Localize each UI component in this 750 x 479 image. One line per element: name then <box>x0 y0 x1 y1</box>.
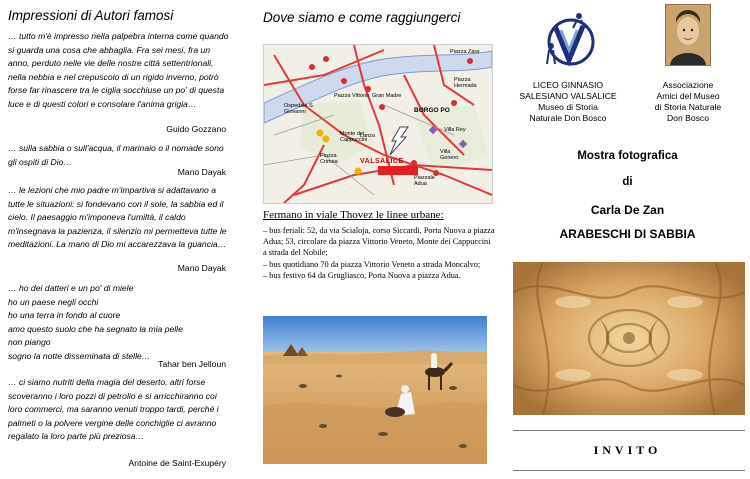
event-type: Mostra fotografica <box>577 150 678 162</box>
sand-arabesque-image <box>513 262 745 415</box>
map-label-piazza-vittorio: Piazza Vittorio <box>334 93 370 99</box>
don-bosco-portrait <box>665 4 711 66</box>
quotes-title: Impressioni di Autori famosi <box>8 8 174 23</box>
quote-1: … tutto m'è impresso nella palpebra interna come quando si guarda una cosa che abbaglia. Fra sei mesi, fra un anno, perduto nelle vie delle nostre città settentrionali, nella nebbia e nel crepuscolo di un rigido inverno, potrò forse far rinascere tra le ciglia socchiuse un po' di questa luce e di questi colori e consolare l'anima grigia… <box>8 31 231 109</box>
map-label-piazza-zara: Piazza Zara <box>450 49 480 55</box>
map-label-piazza-crimea: Piazza Crimea <box>320 153 338 165</box>
quote-2-author: Mano Dayak <box>177 167 226 177</box>
map-label-piazza-adua: Piazzale Adua <box>414 175 435 187</box>
association-name: Associazione Amici del Museo di Storia Naturale Don Bosco <box>654 80 722 123</box>
liceo-name: LICEO GINNASIO SALESIANO VALSALICE Museo di Storia Naturale Don Bosco <box>519 80 617 123</box>
divider-top <box>513 430 745 431</box>
exhibition-title: ARABESCHI DI SABBIA <box>559 227 696 241</box>
map-label-villa-genero: Villa Genero <box>440 149 459 161</box>
bus-lines-list <box>263 225 495 281</box>
bus-line-item: – bus feriali: 52, da via Scialoja, corso Siccardi, Porta Nuova a piazza Adua; 53, circolare da piazza Vittorio Veneto, Monte dei Cappuccini a strada del Nobile; <box>263 226 495 258</box>
quotes-panel <box>0 0 240 479</box>
bus-line-item: – bus festivo 64 da Grugliasco, Porta Nuova a piazza Adua. <box>263 270 461 280</box>
liceo-logo <box>539 10 597 70</box>
invite-label: INVITO <box>593 443 662 457</box>
map-label-monte: Monte dei Cappuccini <box>340 131 368 143</box>
directions-panel <box>255 0 500 479</box>
map-label-gran-madre: Gran Madre <box>372 93 402 99</box>
quote-4: … ho dei datteri e un po' di miele ho un paese negli occhi ho una terra in fondo al cuore amo questo suolo che ha segnato la mia pelle non piango sogno la notte disseminata di stelle… <box>8 283 183 361</box>
map-graphic <box>264 45 492 203</box>
invitation-panel <box>505 0 750 479</box>
quote-5-author: Antoine de Saint-Exupéry <box>128 458 226 468</box>
map-label-ospedale: Ospedale S. Giovanni <box>284 103 315 115</box>
quote-1-author: Guido Gozzano <box>166 124 226 134</box>
divider-bottom <box>513 470 745 471</box>
map-label-borgo-po: BORGO PO <box>414 107 450 114</box>
quote-3: … le lezioni che mio padre m'impartiva si adattavano a tutte le situazioni: si fondevano con il sole, la sabbia ed il cielo. Il paesaggio m'imponeva l'umiltà, il caldo m'insegnava la pazienza, il silenzio mi permetteva tutte le meditazioni. La mano di Dio mi accarezzava la guancia… <box>8 185 227 250</box>
bus-lines-title: Fermano in viale Thovez le linee urbane: <box>263 209 444 221</box>
desert-photo <box>263 316 487 464</box>
quote-2: … sulla sabbia o sull'acqua, il marinaio o il nomade sono gli ospiti di Dio… <box>8 143 224 167</box>
quote-5: … ci siamo nutriti della magia del deserto, altri forse scoveranno i loro pozzi di petrolio e si arricchiranno coi loro commerci, ma saranno venuti troppo tardi, perché i palmeti o la polvere vergine delle conchiglie ci avranno regalato la loro parte più preziosa… <box>8 377 219 442</box>
quote-3-author: Mano Dayak <box>177 263 226 273</box>
liceo-logo-icon <box>539 10 597 70</box>
quote-4-author: Tahar ben Jelloun <box>158 359 226 369</box>
map-label-piazza-hermada: Piazza Hermada <box>454 77 477 89</box>
bus-line-item: – bus quotidiano 70 da piazza Vittorio Veneto a strada Moncalvo; <box>263 259 481 269</box>
directions-heading: Dove siamo e come raggiungerci <box>263 10 461 25</box>
event-di: di <box>622 176 633 188</box>
location-map <box>263 44 493 204</box>
portrait-icon <box>666 5 710 65</box>
map-label-villa-rey: Villa Rey <box>444 127 466 133</box>
artist-name: Carla De Zan <box>590 203 665 217</box>
map-label-lanza: Lanza <box>360 133 375 139</box>
map-label-school: VALSALICE <box>360 158 404 165</box>
